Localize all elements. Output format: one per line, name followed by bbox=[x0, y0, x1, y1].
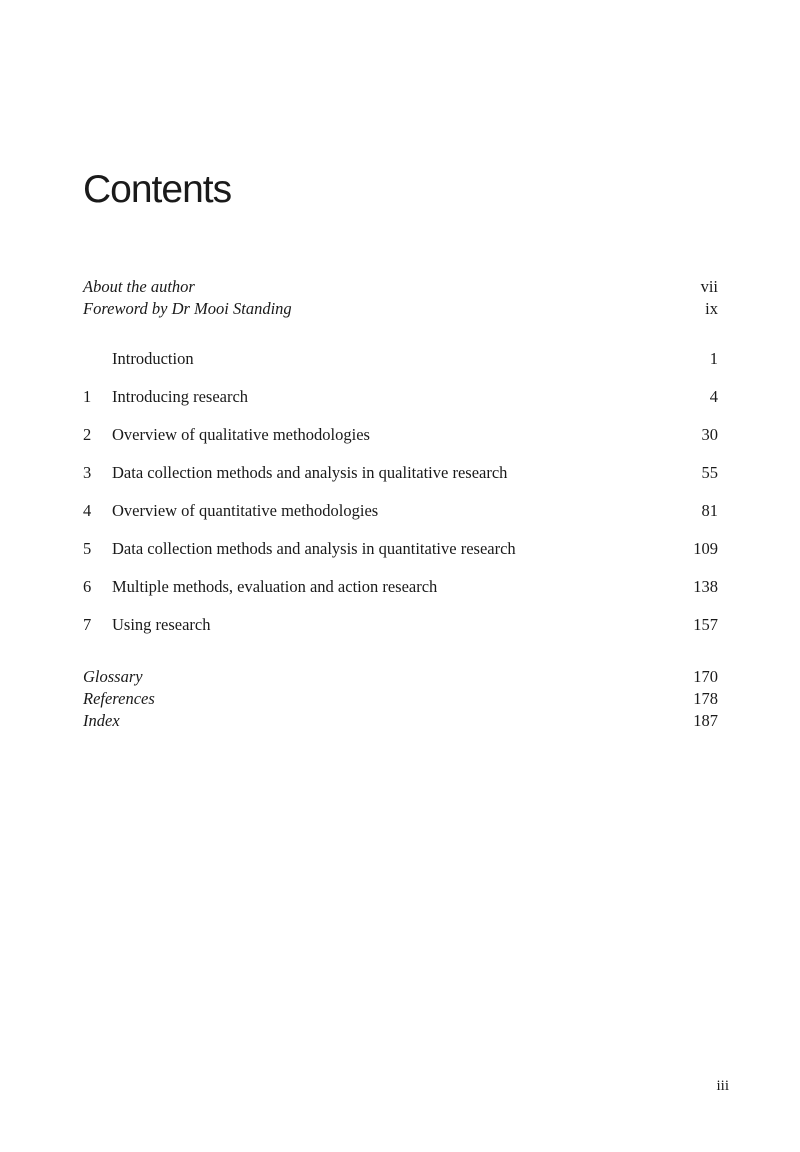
toc-entry-number: 2 bbox=[83, 425, 92, 444]
toc-entry-page: 157 bbox=[693, 615, 718, 634]
toc-entry-page: 81 bbox=[701, 501, 718, 520]
toc-entry-chapter-6[interactable] bbox=[83, 576, 718, 614]
toc-entry-page: 4 bbox=[709, 387, 718, 406]
toc-entry-label: Multiple methods, evaluation and action research bbox=[112, 577, 438, 596]
toc-entry-chapter-5[interactable] bbox=[83, 538, 718, 576]
toc-entry-number: 1 bbox=[83, 387, 92, 406]
toc-entry-page: 55 bbox=[701, 463, 718, 482]
toc-entry-page: vii bbox=[700, 277, 718, 296]
toc-entry-page: 138 bbox=[693, 577, 718, 596]
toc-back-matter bbox=[83, 666, 718, 732]
toc-entry-number: 4 bbox=[83, 501, 92, 520]
toc-entry-label: Using research bbox=[112, 615, 211, 634]
toc-entry-label: References bbox=[83, 689, 155, 708]
toc-entry-label: Introducing research bbox=[112, 387, 249, 406]
toc-entry-about-author[interactable] bbox=[83, 276, 718, 298]
page-number: iii bbox=[716, 1078, 729, 1094]
toc-entry-label: Glossary bbox=[83, 667, 143, 686]
toc-entry-foreword[interactable] bbox=[83, 298, 718, 320]
toc-entry-page: 30 bbox=[701, 425, 718, 444]
toc-chapters bbox=[83, 348, 718, 652]
toc-entry-index[interactable] bbox=[83, 710, 718, 732]
toc-entry-glossary[interactable] bbox=[83, 666, 718, 688]
toc-entry-label: Overview of quantitative methodologies bbox=[112, 501, 379, 520]
toc-entry-page: 178 bbox=[693, 689, 718, 708]
toc-entry-number: 7 bbox=[83, 615, 92, 634]
toc-entry-label: Index bbox=[83, 711, 120, 730]
toc-entry-page: 1 bbox=[709, 349, 718, 368]
toc-entry-label: Data collection methods and analysis in quantitative research bbox=[112, 539, 516, 558]
toc-entry-number: 3 bbox=[83, 463, 92, 482]
toc-entry-label: Introduction bbox=[112, 349, 194, 368]
toc-entry-page: 109 bbox=[693, 539, 718, 558]
toc-entry-number: 5 bbox=[83, 539, 92, 558]
page-title: Contents bbox=[83, 168, 232, 211]
toc-front-matter bbox=[83, 276, 718, 320]
toc-entry-chapter-2[interactable] bbox=[83, 424, 718, 462]
toc-entry-chapter-7[interactable] bbox=[83, 614, 718, 652]
toc-entry-introduction[interactable] bbox=[83, 348, 718, 386]
toc-entry-label: About the author bbox=[83, 277, 195, 296]
toc-entry-chapter-1[interactable] bbox=[83, 386, 718, 424]
toc-entry-label: Data collection methods and analysis in qualitative research bbox=[112, 463, 508, 482]
toc-entry-label: Overview of qualitative methodologies bbox=[112, 425, 370, 444]
toc-entry-label: Foreword by Dr Mooi Standing bbox=[83, 299, 292, 318]
toc-entry-page: ix bbox=[705, 299, 718, 318]
toc-entry-page: 187 bbox=[693, 711, 718, 730]
toc-entry-number: 6 bbox=[83, 577, 92, 596]
toc-entry-chapter-4[interactable] bbox=[83, 500, 718, 538]
toc-entry-page: 170 bbox=[693, 667, 718, 686]
toc-entry-references[interactable] bbox=[83, 688, 718, 710]
toc-entry-chapter-3[interactable] bbox=[83, 462, 718, 500]
